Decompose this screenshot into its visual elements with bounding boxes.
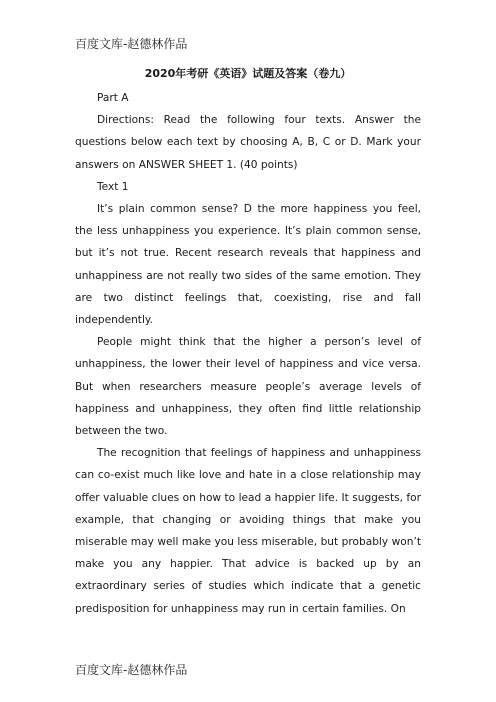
body-paragraph-3: The recognition that feelings of happiness and unhappiness can co-exist much like love and hate in a close relationship may offer valuable clues on how to lead a happier life. It suggests, for example, that changing or avoiding things that make you miserable may well make you less miserable, but probably won’t make you any happier. That advice is backed up by an extraordinary series of studies which indicate that a genetic predisposition for unhappiness may run in certain families. On	[75, 447, 421, 615]
part-label: Part A	[97, 92, 129, 104]
page-footer: 百度文库-赵德林作品	[75, 663, 188, 677]
document-body	[75, 61, 421, 620]
directions-paragraph: Directions: Read the following four texts. Answer the questions below each text by choosing A, B, C or D. Mark your answers on ANSWER SHEET 1. (40 points)	[75, 114, 421, 171]
document-title: 2020年考研《英语》试题及答案（卷九）	[144, 67, 352, 80]
body-paragraph-2: People might think that the higher a person’s level of unhappiness, the lower their level of happiness and vice versa. But when researchers measure people’s average levels of happiness and unhappiness, they often find little relationship between the two.	[75, 336, 421, 438]
body-paragraph-1: It’s plain common sense? D the more happiness you feel, the less unhappiness you experience. It’s plain common sense, but it’s not true. Recent research reveals that happiness and unhappiness are not really two sides of the same emotion. They are two distinct feelings that, coexisting, rise and fall independently.	[75, 203, 421, 327]
page-header: 百度文库-赵德林作品	[75, 37, 188, 51]
text-label: Text 1	[97, 180, 129, 193]
